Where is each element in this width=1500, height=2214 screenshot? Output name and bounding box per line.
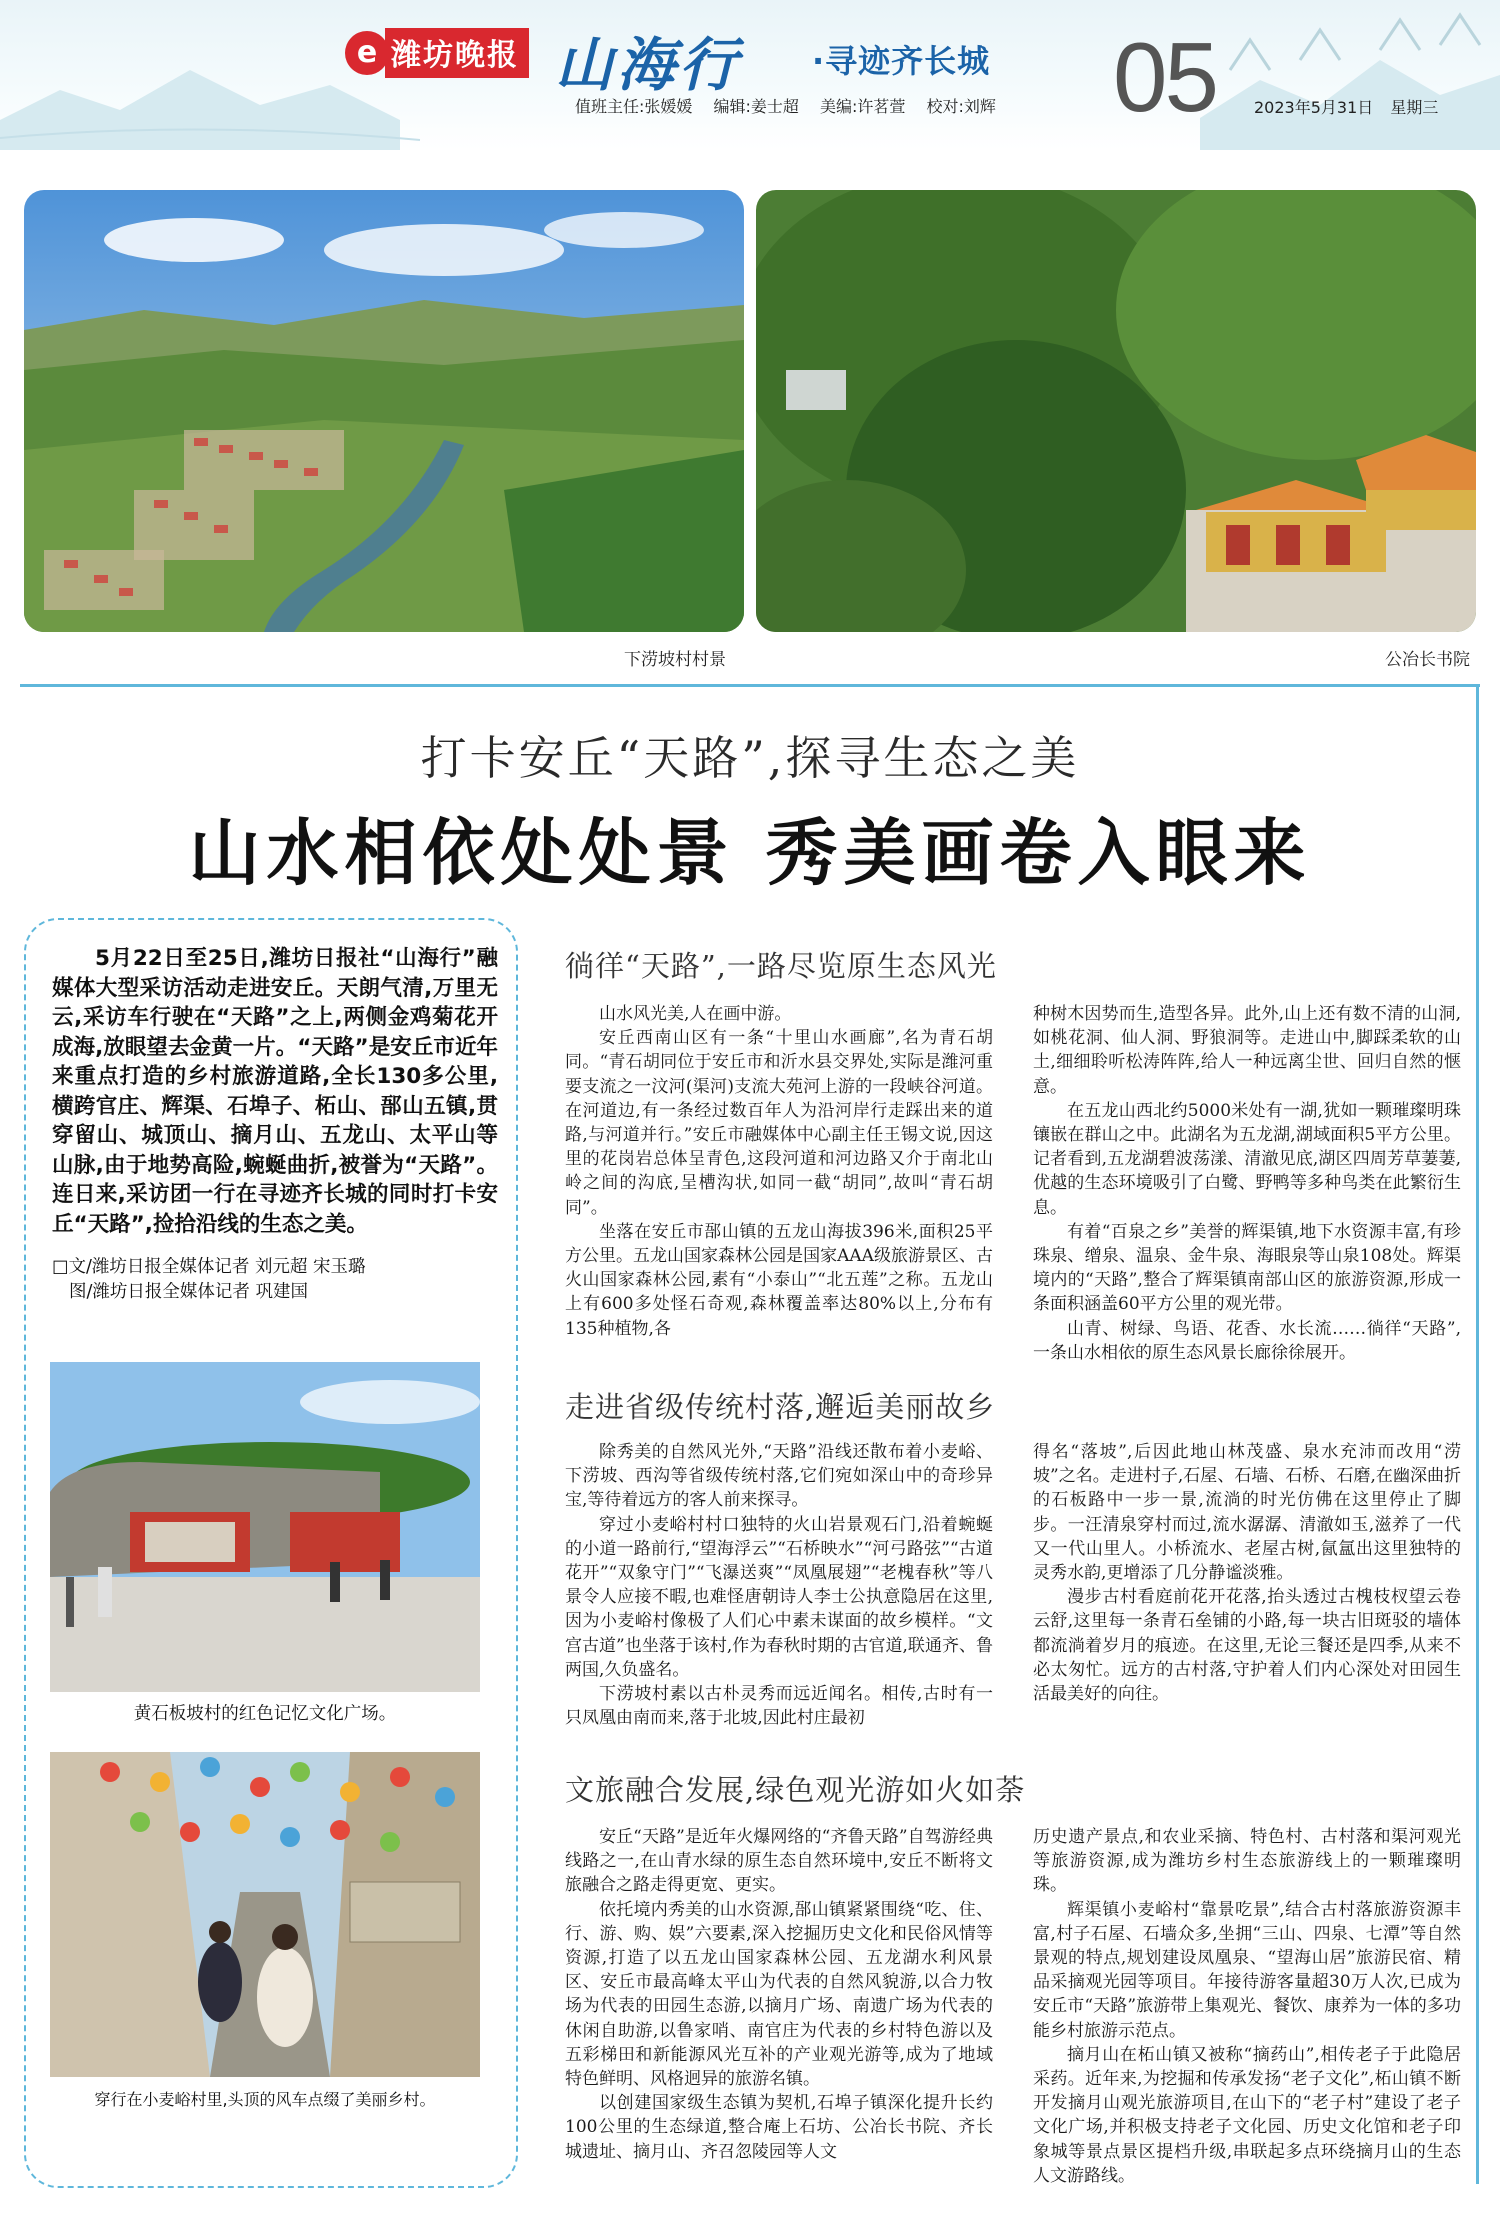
section2-paragraph: 除秀美的自然风光外,“天路”沿线还散布着小麦峪、下涝坡、西沟等省级传统村落,它们宛如深山中的奇珍异宝,等待着远方的客人前来探寻。 <box>565 1442 993 1511</box>
byline-photo: 图/潍坊日报全媒体记者 巩建国 <box>69 1282 308 1302</box>
section2-paragraph: 下涝坡村素以古朴灵秀而远近闻名。相传,古时有一只凤凰由南而来,落于北坡,因此村庄最初 <box>565 1684 993 1729</box>
lead-paragraph: 5月22日至25日,潍坊日报社“山海行”融媒体大型采访活动走进安丘。天朗气清,万里无云,采访车行驶在“天路”之上,两侧金鸡菊花开成海,放眼望去金黄一片。“天路”是安丘市近年来重点打造的乡村旅游道路,全长130多公里,横跨官庄、辉渠、石埠子、柘山、郚山五镇,贯穿留山、城顶山、摘月山、五龙山、太平山等山脉,由于地势高险,蜿蜒曲折,被誉为“天路”。连日来,采访团一行在寻迹齐长城的同时打卡安丘“天路”,捡拾沿线的生态之美。 <box>52 946 498 1237</box>
section2-paragraph: 漫步古村看庭前花开花落,抬头透过古槐枝杈望云卷云舒,这里每一条青石垒铺的小路,每一块古旧斑驳的墙体都流淌着岁月的痕迹。在这里,无论三餐还是四季,从来不必太匆忙。远方的古村落,守护着人们内心深处对田园生活最美好的向往。 <box>1033 1587 1461 1705</box>
credit-proofreader: 校对:刘辉 <box>926 97 996 116</box>
section1-col-a <box>565 1002 993 1341</box>
section3-paragraph: 摘月山在柘山镇又被称“摘药山”,相传老子于此隐居采药。近年来,为挖掘和传承发扬“老子文化”,柘山镇不断开发摘月山观光旅游项目,在山下的“老子村”建设了老子文化广场,并积极支持老子文化园、历史文化馆和老子印象城等景点景区提档升级,串联起多点环绕摘月山的生态人文游路线。 <box>1033 2044 1461 2186</box>
section2-heading: 走进省级传统村落,邂逅美丽故乡 <box>565 1390 996 1424</box>
left-photo-caption: 下涝坡村村景 <box>624 650 726 670</box>
right-photo-caption: 公冶长书院 <box>1385 650 1470 670</box>
right-rule <box>1476 684 1479 2184</box>
section3-paragraph: 辉渠镇小麦峪村“靠景吃景”,结合古村落旅游资源丰富,村子石屋、石墙众多,坐拥“三山、四泉、七潭”等自然景观的特点,规划建设凤凰泉、“望海山居”旅游民宿、精品采摘观光园等项目。年接待游客量超30万人次,已成为安丘市“天路”旅游带上集观光、餐饮、康养为一体的多功能乡村旅游示范点。 <box>1033 1899 1461 2041</box>
logo-mark-icon: e <box>345 31 389 75</box>
red-memory-square-photo <box>50 1362 480 1692</box>
section1-heading: 徜徉“天路”,一路尽览原生态风光 <box>565 949 997 983</box>
section2-paragraph: 穿过小麦峪村村口独特的火山岩景观石门,沿着蜿蜒的小道一路前行,“望海浮云”“石桥映水”“河弓路弦”“古道花开”“双象守门”“飞瀑送爽”“凤凰展翅”“老槐春秋”等八景令人应接不暇,也难怪唐朝诗人李士公执意隐居在这里,因为小麦峪村像极了人们心中素未谋面的故乡模样。“文宫古道”也坐落于该村,作为春秋时期的古官道,联通齐、鲁两国,久负盛名。 <box>565 1514 993 1680</box>
column-name: 山海行 <box>555 31 742 99</box>
section1-paragraph: 种树木因势而生,造型各异。此外,山上还有数不清的山洞,如桃花洞、仙人洞、野狼洞等。走进山中,脚踩柔软的山土,细细聆听松涛阵阵,给人一种远离尘世、回归自然的惬意。 <box>1033 1004 1461 1097</box>
section1-paragraph: 坐落在安丘市郚山镇的五龙山海拔396米,面积25平方公里。五龙山国家森林公园是国家AAA级旅游景区、古火山国家森林公园,素有“小泰山”“北五莲”之称。五龙山上有600多处怪石奇观,森林覆盖率达80%以上,分布有135种植物,各 <box>565 1221 993 1339</box>
masthead <box>0 0 1500 150</box>
section1-paragraph: 山水风光美,人在画中游。 <box>599 1004 792 1024</box>
section3-col-b <box>1033 1825 1461 2188</box>
blue-divider <box>20 684 1480 687</box>
inset-photo1-caption: 黄石板坡村的红色记忆文化广场。 <box>133 1704 397 1724</box>
column-subtitle: ·寻迹齐长城 <box>812 42 991 80</box>
credit-duty-editor: 值班主任:张媛媛 <box>575 97 693 116</box>
issue-date <box>1254 95 1450 118</box>
section3-paragraph: 历史遗产景点,和农业采摘、特色村、古村落和渠河观光等旅游资源,成为潍坊乡村生态旅游线上的一颗璀璨明珠。 <box>1033 1827 1461 1896</box>
credit-designer: 美编:许茗萱 <box>820 97 906 116</box>
paper-name: 潍坊晚报 <box>385 28 529 78</box>
credit-editor: 编辑:姜士超 <box>713 97 799 116</box>
section1-paragraph: 安丘西南山区有一条“十里山水画廊”,名为青石胡同。“青石胡同位于安丘市和沂水县交界处,实际是潍河重要支流之一汶河(渠河)支流大苑河上游的一段峡谷河道。在河道边,有一条经过数百年人为沿河岸行走踩出来的道路,与河道并行。”安丘市融媒体中心副主任王锡文说,因这里的花岗岩总体呈青色,这段河道和河边路又介于南北山岭之间的沟底,呈槽沟状,如同一截“胡同”,故叫“青石胡同”。 <box>565 1028 993 1218</box>
mountain-decoration <box>0 0 1500 150</box>
headline-subtitle: 打卡安丘“天路”,探寻生态之美 <box>420 731 1080 785</box>
date-text: 2023年5月31日 <box>1254 98 1374 117</box>
village-aerial-photo <box>24 190 744 632</box>
section3-paragraph: 以创建国家级生态镇为契机,石埠子镇深化提升长约100公里的生态绿道,整合庵上石坊、公冶长书院、齐长城遗址、摘月山、齐召忽陵园等人文 <box>565 2093 993 2162</box>
section3-paragraph: 依托境内秀美的山水资源,郚山镇紧紧围绕“吃、住、行、游、购、娱”六要素,深入挖掘历史文化和民俗风情等资源,打造了以五龙山国家森林公园、五龙湖水利风景区、安丘市最高峰太平山为代表的自然风貌游,以合力牧场为代表的田园生态游,以摘月广场、南遗广场为代表的休闲自助游,以鲁家哨、南官庄为代表的乡村特色游以及五彩梯田和新能源风光互补的产业观光游等,成为了地域特色鲜明、风格迥异的旅游名镇。 <box>565 1899 993 2090</box>
section1-paragraph: 在五龙山西北约5000米处有一湖,犹如一颗璀璨明珠镶嵌在群山之中。此湖名为五龙湖,湖域面积5平方公里。记者看到,五龙湖碧波荡漾、清澈见底,湖区四周芳草萋萋,优越的生态环境吸引了白鹭、野鸭等多种鸟类在此繁衍生息。 <box>1033 1100 1461 1218</box>
academy-photo <box>756 190 1476 632</box>
section2-col-a <box>565 1440 993 1730</box>
pinwheel-lane-photo <box>50 1752 480 2077</box>
section1-paragraph: 有着“百泉之乡”美誉的辉渠镇,地下水资源丰富,有珍珠泉、缯泉、温泉、金牛泉、海眼泉等山泉108处。辉渠境内的“天路”,整合了辉渠镇南部山区的旅游资源,形成一条面积涵盖60平方公里的观光带。 <box>1033 1221 1461 1315</box>
section2-paragraph: 得名“落坡”,后因此地山林茂盛、泉水充沛而改用“涝坡”之名。走进村子,石屋、石墙、石桥、石磨,在幽深曲折的石板路中一步一景,流淌的时光仿佛在这里停止了脚步。一汪清泉穿村而过,流水潺潺、清澈如玉,滋养了一代又一代山里人。小桥流水、老屋古树,氤氲出这里独特的灵秀水韵,更增添了几分静谧淡雅。 <box>1033 1442 1461 1584</box>
section2-col-b <box>1033 1440 1461 1706</box>
byline-text: □文/潍坊日报全媒体记者 刘元超 宋玉璐 <box>52 1257 366 1277</box>
page-number: 05 <box>1113 22 1217 132</box>
section3-col-a <box>565 1825 993 2164</box>
paper-logo <box>345 30 529 76</box>
section3-heading: 文旅融合发展,绿色观光游如火如荼 <box>565 1773 1026 1807</box>
editorial-credits <box>575 94 1012 117</box>
section1-col-b <box>1033 1002 1461 1365</box>
weekday-text: 星期三 <box>1390 98 1439 117</box>
headline-title: 山水相依处处景 秀美画卷入眼来 <box>188 811 1312 895</box>
inset-photo2-caption: 穿行在小麦峪村里,头顶的风车点缀了美丽乡村。 <box>94 2090 436 2109</box>
section3-paragraph: 安丘“天路”是近年火爆网络的“齐鲁天路”自驾游经典线路之一,在山青水绿的原生态自然环境中,安丘不断将文旅融合之路走得更宽、更实。 <box>565 1827 993 1896</box>
section1-paragraph: 山青、树绿、鸟语、花香、水长流……徜徉“天路”,一条山水相依的原生态风景长廊徐徐展开。 <box>1033 1318 1461 1363</box>
